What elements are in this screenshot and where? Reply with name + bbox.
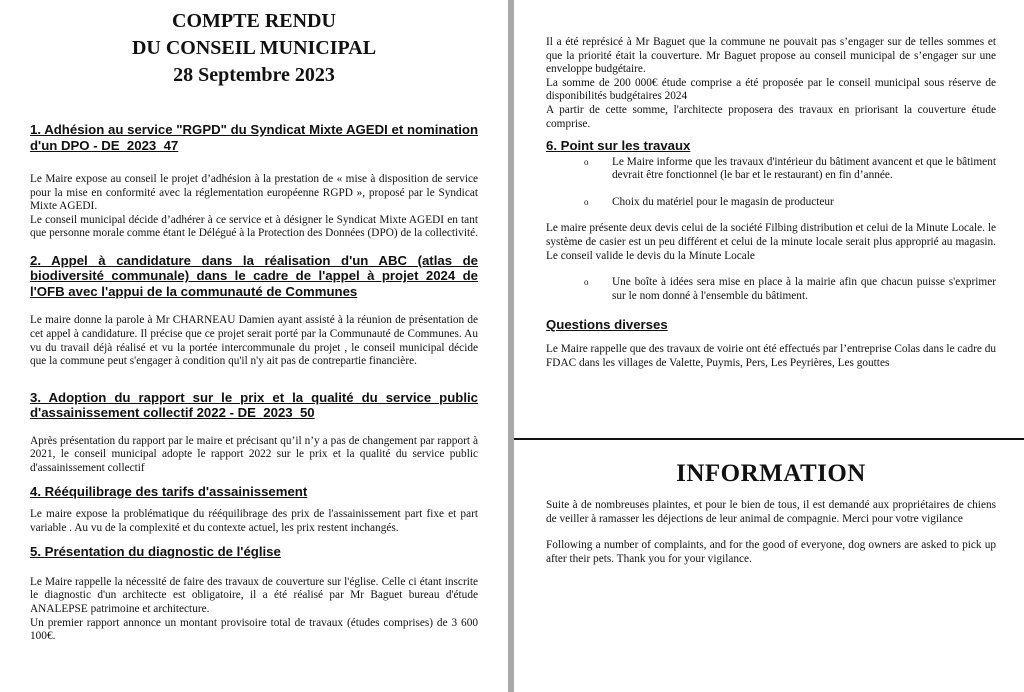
questions-paragraph: Le Maire rappelle que des travaux de voirie ont été effectués par l’entreprise Colas dans le cadre du FDAC dans les villages de Valette, Puymis, Pers, Les Peyrières, Les gouttes (546, 342, 996, 369)
section-3-paragraph-1: Après présentation du rapport par le maire et précisant qu’il n’y a pas de changement par rapport à 2021, le conseil municipal adopte le rapport 2022 sur le prix et la qualité du service public d'assainissement collectif (30, 434, 478, 475)
list-item (546, 196, 996, 210)
bullet-icon: o (584, 277, 589, 288)
works-bullet-2: Choix du matériel pour le magasin de producteur (612, 195, 834, 208)
section-2-heading: 2. Appel à candidature dans la réalisation d'un ABC (atlas de biodiversité communale) dans le cadre de l'appel à projet 2024 de l'OFB avec l'appui de la communauté de Communes (30, 252, 478, 299)
section-1-paragraph-2: Le conseil municipal décide d’adhérer à ce service et à désigner le Syndicat Mixte AGEDI en tant que personne morale comme étant le Délégué à la Protection des Données (DPO) de la collectivité. (30, 213, 478, 240)
section-6-heading: 6. Point sur les travaux (546, 138, 691, 154)
section-1-heading: 1. Adhésion au service "RGPD" du Syndicat Mixte AGEDI et nomination d'un DPO - DE_2023_47 (30, 122, 478, 153)
page-right (514, 0, 1024, 692)
section-4-paragraph-1: Le maire expose la problématique du rééquilibrage des prix de l'assainissement part fixe et part variable . Au vu de la complexité et du contexte actuel, les prix restent inchangés. (30, 508, 478, 534)
bullet-icon: o (584, 156, 589, 167)
page-left (0, 0, 508, 692)
section-5-paragraph-1: Le Maire rappelle la nécessité de faire des travaux de couverture sur l'église. Celle ci étant inscrite le diagnostic d'un architecte est obligatoire, il a été réalisé par Mr Baguet bureau d'étude ANALEPSE patrimoine et architecture. (30, 575, 478, 615)
church-intro-paragraph-3: A partir de cette somme, l'architecte proposera des travaux en priorisant la couverture étude comprise. (546, 103, 996, 130)
document-title-line-1: COMPTE RENDU (172, 10, 336, 32)
section-divider (514, 438, 1024, 440)
information-title: INFORMATION (676, 460, 866, 487)
church-intro-paragraph-1: Il a été représicé à Mr Baguet que la commune ne pouvait pas s’engager sur de telles sommes et que la priorité était la couverture. Mr Baguet propose au conseil municipal de s’engager sur une enveloppe budgétaire. (546, 36, 996, 76)
section-4-heading: 4. Rééquilibrage des tarifs d'assainissement (30, 483, 308, 499)
bullet-icon: o (584, 196, 589, 207)
list-item (546, 276, 996, 303)
works-bullet-3: Une boîte à idées sera mise en place à la mairie afin que chacun puisse s'exprimer sur le nom donné à l'ensemble du bâtiment. (612, 276, 996, 302)
list-item (546, 156, 996, 183)
section-5-paragraph-2: Un premier rapport annonce un montant provisoire total de travaux (études comprises) de 3 600 100€. (30, 616, 478, 643)
section-5-heading: 5. Présentation du diagnostic de l'église (30, 544, 281, 560)
information-english-text: Following a number of complaints, and for the good of everyone, dog owners are asked to pick up after their pets. Thank you for your vigilance. (546, 539, 996, 565)
information-french-text: Suite à de nombreuses plaintes, et pour le bien de tous, il est demandé aux propriétaires de chiens de veiller à ramasser les déjections de leur animal de compagnie. Merci pour votre vigilance (546, 499, 996, 525)
document-date: 28 Septembre 2023 (173, 64, 335, 86)
questions-heading: Questions diverses (546, 317, 668, 333)
section-1-paragraph-1: Le Maire expose au conseil le projet d’adhésion à la prestation de « mise à disposition de service pour la mise en conformité avec la réglementation européenne RGPD », proposé par le Syndicat Mixte AGEDI. (30, 173, 478, 213)
works-bullet-1: Le Maire informe que les travaux d'intérieur du bâtiment avancent et que le bâtiment devrait être fonctionnel (le bar et le restaurant) en fin d’année. (612, 155, 996, 182)
section-2-paragraph-1: Le maire donne la parole à Mr CHARNEAU Damien ayant assisté à la réunion de présentation de cet appel à candidature. Il précise que ce projet serait porté par la Communauté de Communes. Au vu du travail déjà réalisé et vu la portée intercommunale du projet , le conseil municipal décide que la commune peut s'engager à condition qu'il n'y ait pas de contrepartie financière. (30, 314, 478, 368)
works-paragraph: Le maire présente deux devis celui de la société Filbing distribution et celui de la Minute Locale. le système de casier est un peu différent et celui de la minute locale serait plus approprié au magasin. Le conseil valide le devis du la Minute Locale (546, 222, 996, 262)
document-title-line-2: DU CONSEIL MUNICIPAL (131, 37, 377, 59)
section-3-heading: 3. Adoption du rapport sur le prix et la qualité du service public d'assainissement collectif 2022 - DE_2023_50 (30, 389, 478, 421)
church-intro-paragraph-2: La somme de 200 000€ étude comprise a été proposée par le conseil municipal sous réserve de disponibilités budgétaires 2024 (546, 76, 996, 103)
